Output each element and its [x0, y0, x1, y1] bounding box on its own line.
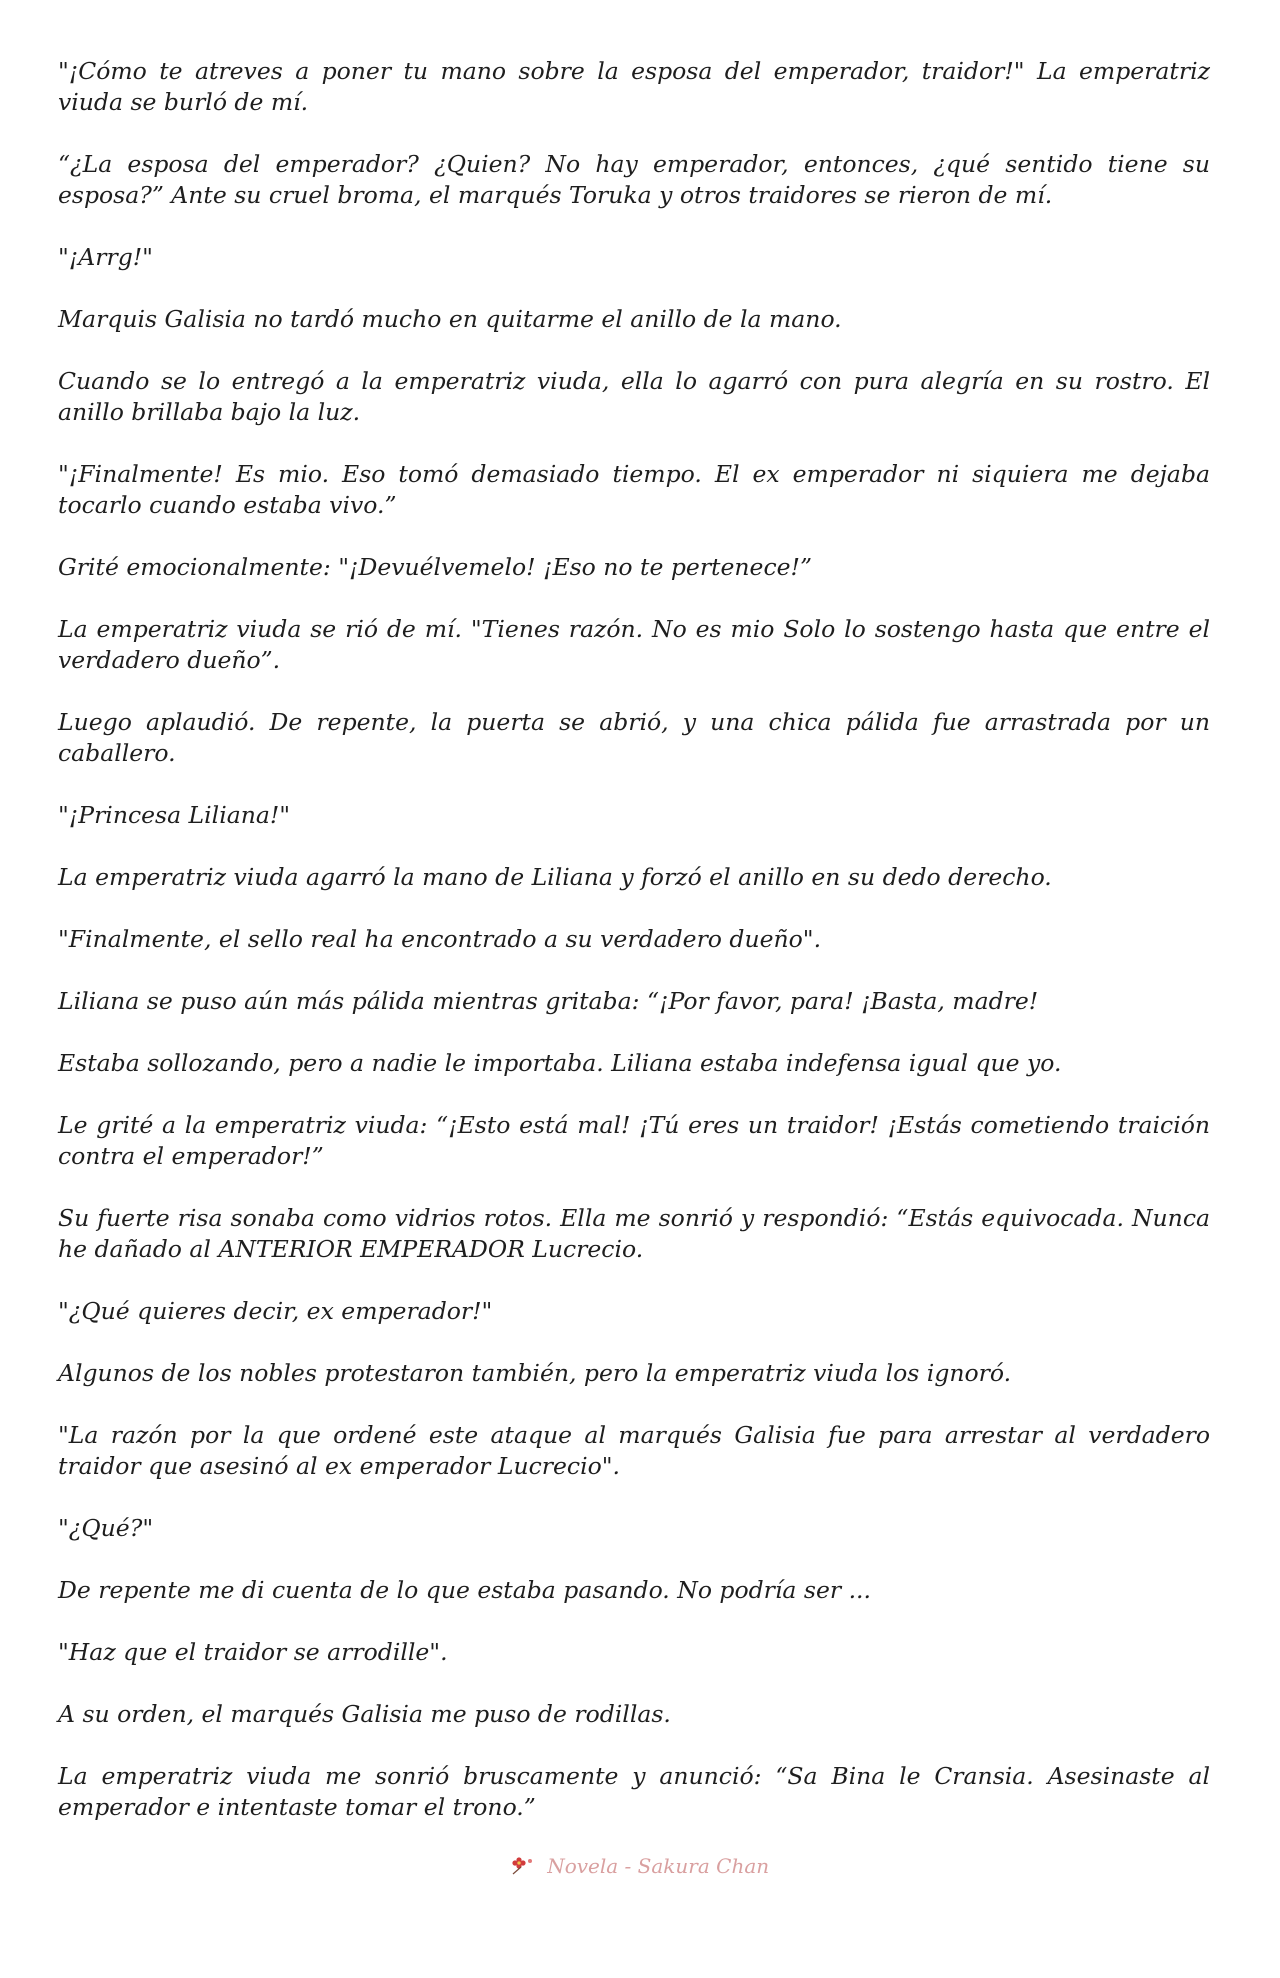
paragraph: Liliana se puso aún más pálida mientras gritaba: “¡Por favor, para! ¡Basta, madre!	[58, 987, 1039, 1015]
paragraph: La emperatriz viuda se rió de mí. "Tienes razón. No es mio Solo lo sostengo hasta que entre el verdadero dueño”.	[58, 615, 1210, 674]
document-body	[58, 56, 1210, 1854]
paragraph: "¿Qué quieres decir, ex emperador!"	[58, 1297, 493, 1325]
paragraph: Luego aplaudió. De repente, la puerta se abrió, y una chica pálida fue arrastrada por un caballero.	[58, 708, 1210, 767]
paragraph: "Finalmente, el sello real ha encontrado a su verdadero dueño".	[58, 925, 822, 953]
paragraph: Cuando se lo entregó a la emperatriz viuda, ella lo agarró con pura alegría en su rostro. El anillo brillaba bajo la luz.	[58, 367, 1210, 426]
paragraph: La emperatriz viuda me sonrió bruscamente y anunció: “Sa Bina le Cransia. Asesinaste al emperador e intentaste tomar el trono.”	[58, 1762, 1210, 1821]
sakura-flower-icon	[511, 1855, 535, 1880]
paragraph: A su orden, el marqués Galisia me puso de rodillas.	[58, 1700, 671, 1728]
paragraph: Su fuerte risa sonaba como vidrios rotos. Ella me sonrió y respondió: “Estás equivocada. Nunca he dañado al ANTERIOR EMPERADOR Lucrecio.	[58, 1204, 1210, 1263]
paragraph: Le grité a la emperatriz viuda: “¡Esto está mal! ¡Tú eres un traidor! ¡Estás cometiendo traición contra el emperador!”	[58, 1111, 1210, 1170]
footer-watermark	[0, 1854, 1280, 1880]
paragraph: "¡Cómo te atreves a poner tu mano sobre la esposa del emperador, traidor!" La emperatriz viuda se burló de mí.	[58, 57, 1210, 116]
paragraph: Algunos de los nobles protestaron también, pero la emperatriz viuda los ignoró.	[58, 1359, 1012, 1387]
paragraph: Grité emocionalmente: "¡Devuélvemelo! ¡Eso no te pertenece!”	[58, 553, 812, 581]
paragraph: Estaba sollozando, pero a nadie le importaba. Liliana estaba indefensa igual que yo.	[58, 1049, 1062, 1077]
paragraph: Marquis Galisia no tardó mucho en quitarme el anillo de la mano.	[58, 305, 842, 333]
paragraph: "¡Finalmente! Es mio. Eso tomó demasiado tiempo. El ex emperador ni siquiera me dejaba tocarlo cuando estaba vivo.”	[58, 460, 1210, 519]
paragraph: "¡Arrg!"	[58, 243, 153, 271]
watermark-text: Novela - Sakura Chan	[547, 1854, 770, 1878]
paragraph: La emperatriz viuda agarró la mano de Liliana y forzó el anillo en su dedo derecho.	[58, 863, 1052, 891]
paragraph: "La razón por la que ordené este ataque al marqués Galisia fue para arrestar al verdadero traidor que asesinó al ex emperador Lucrecio".	[58, 1421, 1210, 1480]
paragraph: De repente me di cuenta de lo que estaba pasando. No podría ser ...	[58, 1576, 871, 1604]
paragraph: "¿Qué?"	[58, 1514, 154, 1542]
paragraph: "¡Princesa Liliana!"	[58, 801, 291, 829]
paragraph: “¿La esposa del emperador? ¿Quien? No hay emperador, entonces, ¿qué sentido tiene su esposa?” Ante su cruel broma, el marqués Toruka y otros traidores se rieron de mí.	[58, 150, 1210, 209]
paragraph: "Haz que el traidor se arrodille".	[58, 1638, 448, 1666]
